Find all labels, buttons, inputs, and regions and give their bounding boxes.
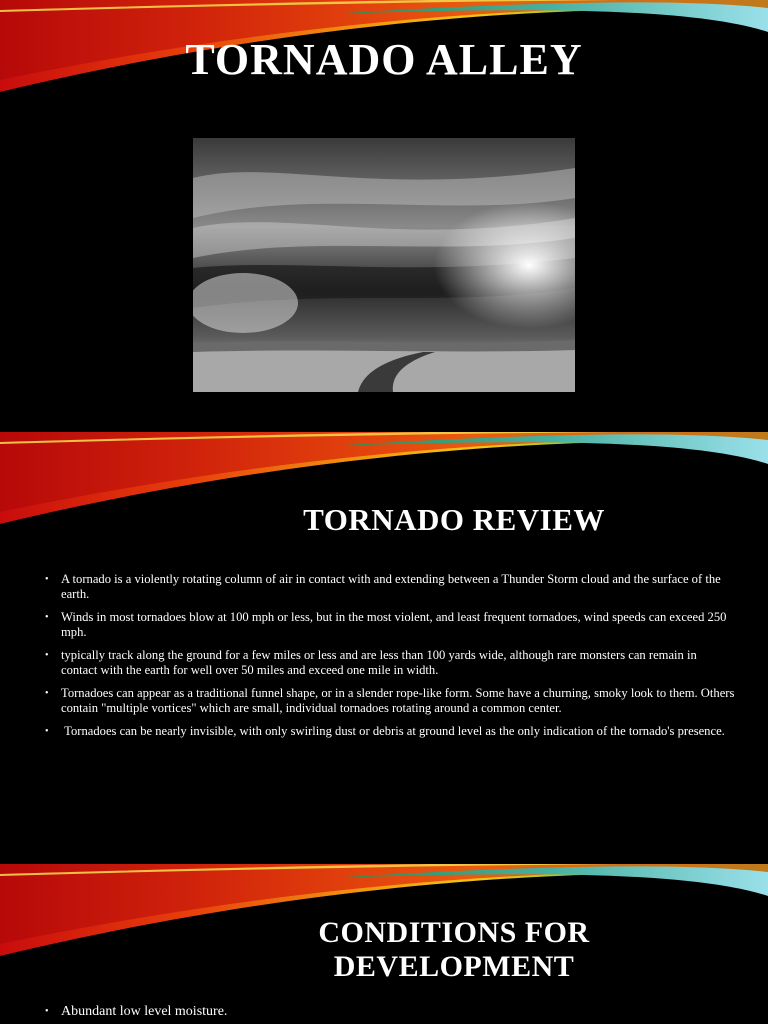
slide-title: TORNADO REVIEW <box>303 502 605 537</box>
list-item: • Abundant low level moisture. <box>45 1004 228 1019</box>
list-item: • typically track along the ground for a few miles or less and are less than 100 yards wide, although rare monsters can remain in contact with the earth for well over 50 miles and exceed one mile in width. <box>45 648 697 677</box>
storm-photo <box>193 138 575 392</box>
list-item: • A tornado is a violently rotating column of air in contact with and extending between a Thunder Storm cloud and the surface of the earth. <box>45 572 721 601</box>
slide-title <box>70 916 768 984</box>
slide-2 <box>0 432 768 864</box>
slide-1 <box>0 0 768 432</box>
title-line-2: DEVELOPMENT <box>333 950 575 983</box>
slide-title: TORNADO ALLEY <box>185 35 583 84</box>
list-item: • Tornadoes can appear as a traditional funnel shape, or in a slender rope-like form. Some have a churning, smoky look to them. Others contain "multiple vortices" which are small, individual tornadoes rotating around a common center. <box>45 686 735 715</box>
list-item: • Winds in most tornadoes blow at 100 mph or less, but in the most violent, and least frequent tornadoes, wind speeds can exceed 250 mph. <box>45 610 727 639</box>
title-line-1: CONDITIONS FOR <box>318 916 590 949</box>
bullet-list <box>45 1004 735 1024</box>
list-item: • Tornadoes can be nearly invisible, with only swirling dust or debris at ground level as the only indication of the tornado's presence. <box>45 724 725 738</box>
slide-3 <box>0 864 768 1024</box>
bullet-list <box>45 572 735 747</box>
